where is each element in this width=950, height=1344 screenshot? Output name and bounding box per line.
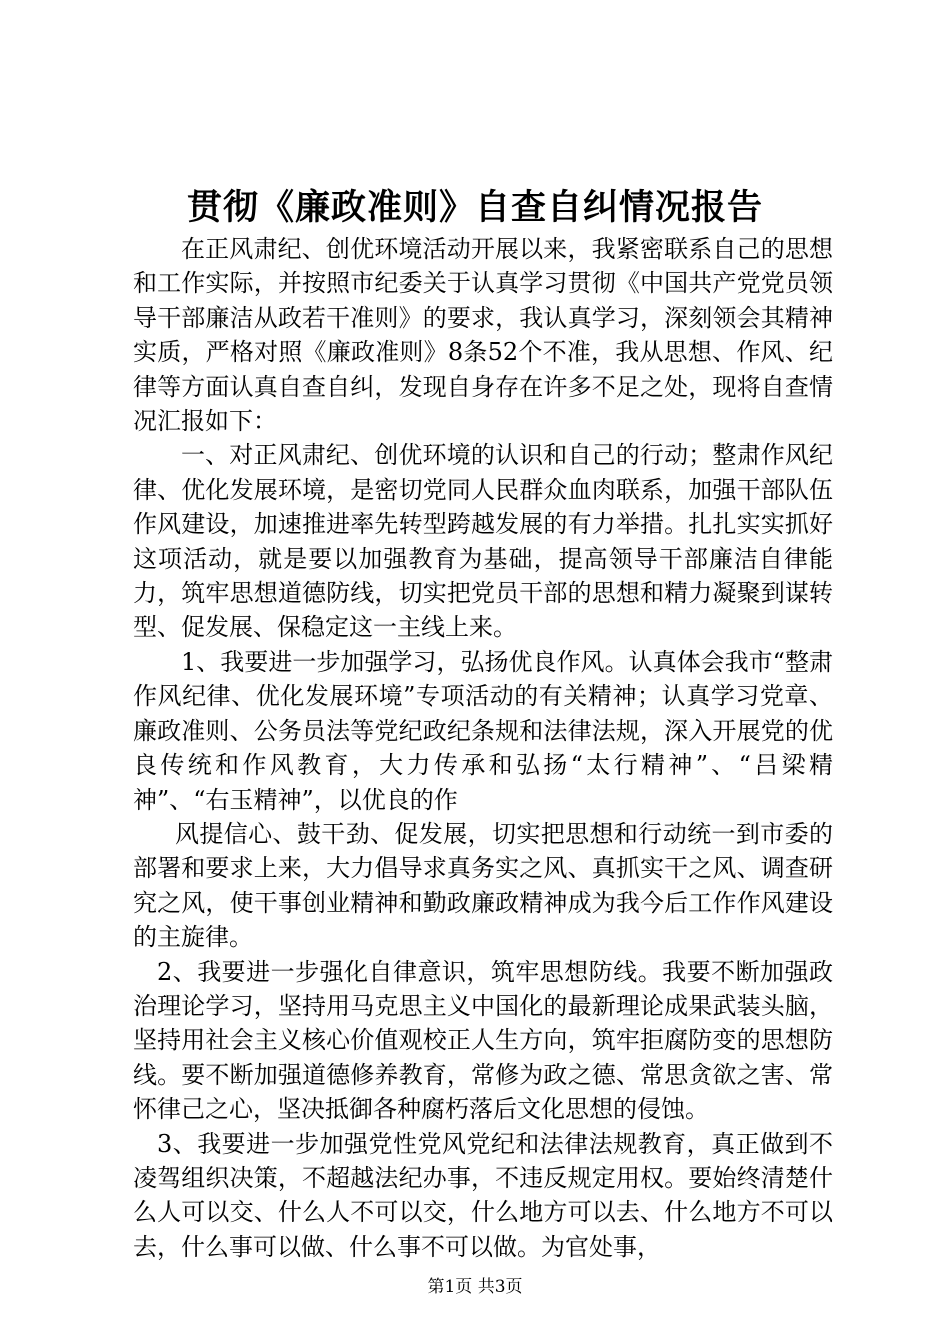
paragraph-intro: 在正风肃纪、创优环境活动开展以来，我紧密联系自己的思想和工作实际，并按照市纪委关于认真学习贯彻《中国共产党党员领导干部廉洁从政若干准则》的要求，我认真学习，深刻领会其精神实质，严格对照《廉政准则》8条52个不准，我从思想、作风、纪律等方面认真自查自纠，发现自身存在许多不足之处，现将自查情况汇报如下： (133, 235, 833, 436)
page-footer: 第1页 共3页 (427, 1277, 523, 1297)
paragraph-item-2: 2、我要进一步强化自律意识，筑牢思想防线。我要不断加强政治理论学习，坚持用马克思主义中国化的最新理论成果武装头脑，坚持用社会主义核心价值观校正人生方向，筑牢拒腐防变的思想防线。要不断加强道德修养教育，常修为政之德、常思贪欲之害、常怀律己之心，坚决抵御各种腐朽落后文化思想的侵蚀。 (133, 957, 833, 1124)
paragraph-section-1: 一、对正风肃纪、创优环境的认识和自己的行动；整肃作风纪律、优化发展环境，是密切党同人民群众血肉联系，加强干部队伍作风建设，加速推进率先转型跨越发展的有力举措。扎扎实实抓好这项活动，就是要以加强教育为基础，提高领导干部廉洁自律能力，筑牢思想道德防线，切实把党员干部的思想和精力凝聚到谋转型、促发展、保稳定这一主线上来。 (133, 441, 833, 642)
paragraph-item-1: 1、我要进一步加强学习，弘扬优良作风。认真体会我市“整肃作风纪律、优化发展环境”专项活动的有关精神；认真学习党章、廉政准则、公务员法等党纪政纪条规和法律法规，深入开展党的优良传统和作风教育，大力传承和弘扬“太行精神”、“吕梁精神”、“右玉精神”，以优良的作 (133, 647, 833, 814)
document-title: 贯彻《廉政准则》自查自纠情况报告 (186, 187, 763, 228)
document-body (133, 232, 833, 1264)
paragraph-item-3: 3、我要进一步加强党性党风党纪和法律法规教育，真正做到不凌驾组织决策，不超越法纪办事，不违反规定用权。要始终清楚什么人可以交、什么人不可以交，什么地方可以去、什么地方不可以去，什么事可以做、什么事不可以做。为官处事， (133, 1129, 833, 1261)
paragraph-item-1-continued: 风提信心、鼓干劲、促发展，切实把思想和行动统一到市委的部署和要求上来，大力倡导求真务实之风、真抓实干之风、调查研究之风，使干事创业精神和勤政廉政精神成为我今后工作作风建设的主旋律。 (133, 819, 833, 952)
